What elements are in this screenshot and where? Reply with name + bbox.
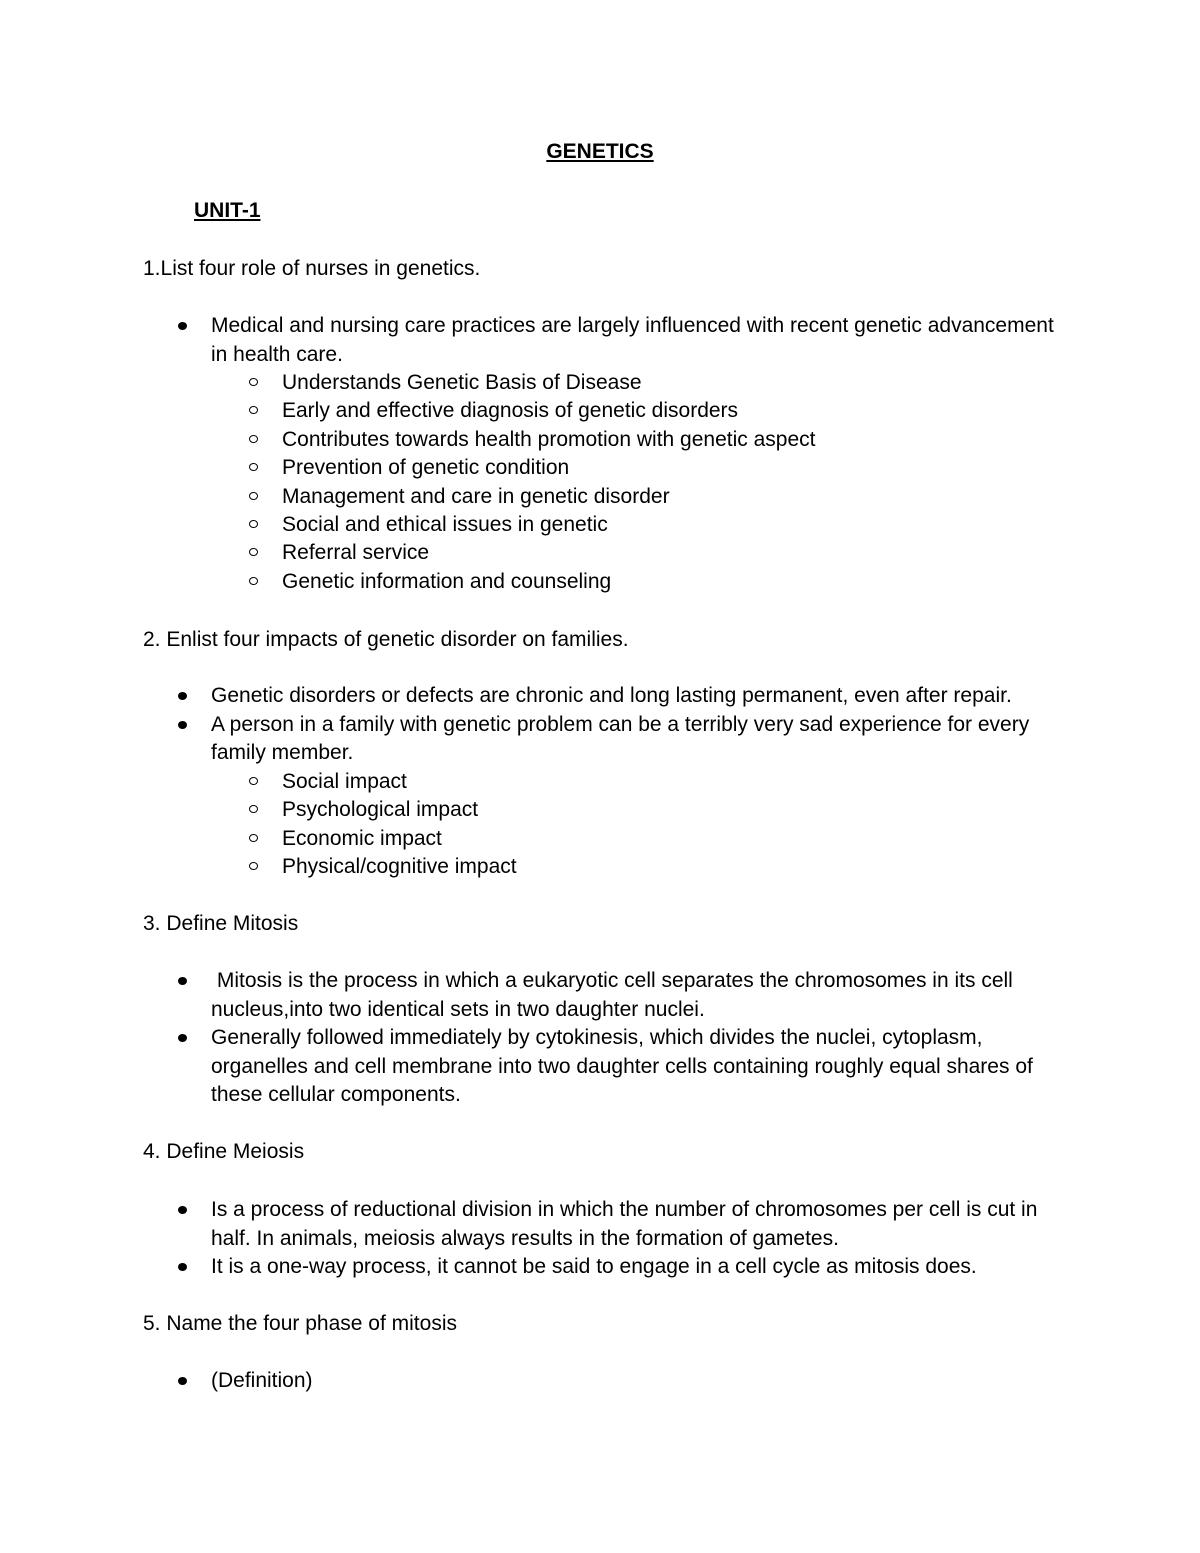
sub-list-item: [282, 768, 1082, 796]
list-item: [211, 967, 1081, 1024]
q4-bullet-list: [211, 1196, 1081, 1282]
question-4: 4. Define Meiosis: [143, 1140, 305, 1163]
sub-list-item: [282, 539, 1082, 567]
hollow-bullet-icon: [249, 862, 258, 870]
sub-item-text: Physical/cognitive impact: [282, 855, 517, 879]
hollow-bullet-icon: [249, 777, 258, 785]
question-5: 5. Name the four phase of mitosis: [143, 1312, 457, 1335]
question-3: 3. Define Mitosis: [143, 912, 299, 935]
q2-bullet-list: [211, 682, 1071, 768]
unit-heading: UNIT-1: [194, 199, 261, 222]
bullet-text: A person in a family with genetic problem can be a terribly very sad experience for every family member.: [211, 712, 1030, 764]
sub-item-text: Management and care in genetic disorder: [282, 484, 670, 508]
sub-item-text: Prevention of genetic condition: [282, 456, 570, 480]
question-1: 1.List four role of nurses in genetics.: [143, 257, 481, 280]
bullet-icon: [178, 1034, 187, 1042]
sub-list-item: [282, 853, 1082, 881]
sub-list-item: [282, 483, 1082, 511]
bullet-icon: [178, 692, 187, 700]
list-item: [211, 312, 1071, 369]
list-item: [211, 1253, 1081, 1282]
hollow-bullet-icon: [249, 378, 258, 386]
sub-item-text: Understands Genetic Basis of Disease: [282, 371, 642, 394]
list-item: [211, 1367, 1071, 1396]
list-item: [211, 1196, 1081, 1253]
hollow-bullet-icon: [249, 805, 258, 813]
document-title: GENETICS: [546, 140, 654, 163]
sub-item-text: Early and effective diagnosis of genetic disorders: [282, 399, 739, 423]
sub-list-item: [282, 454, 1082, 482]
hollow-bullet-icon: [249, 577, 258, 585]
hollow-bullet-icon: [249, 834, 258, 842]
list-item: [211, 711, 1071, 768]
sub-list-item: [282, 568, 1082, 596]
bullet-text: Genetic disorders or defects are chronic and long lasting permanent, even after repair.: [211, 684, 1012, 707]
question-2: 2. Enlist four impacts of genetic disorder on families.: [143, 628, 629, 651]
sub-item-text: Genetic information and counseling: [282, 569, 612, 593]
bullet-text: (Definition): [211, 1369, 313, 1392]
bullet-text: It is a one-way process, it cannot be said to engage in a cell cycle as mitosis does.: [211, 1255, 977, 1278]
sub-list-item: [282, 511, 1082, 539]
q3-bullet-list: [211, 967, 1081, 1110]
bullet-icon: [178, 1206, 187, 1214]
bullet-text: Generally followed immediately by cytokinesis, which divides the nuclei, cytoplasm, organelles and cell membrane into two daughter cells containing roughly equal shares of these cellular components.: [211, 1026, 1033, 1106]
sub-item-text: Social and ethical issues in genetic: [282, 513, 608, 537]
bullet-text: Medical and nursing care practices are largely influenced with recent genetic advancement in health care.: [211, 314, 1054, 366]
hollow-bullet-icon: [249, 463, 258, 471]
sub-item-text: Contributes towards health promotion with genetic aspect: [282, 427, 816, 451]
sub-item-text: Referral service: [282, 541, 430, 565]
bullet-icon: [178, 322, 187, 330]
bullet-icon: [178, 977, 187, 985]
sub-list-item: [282, 796, 1082, 824]
hollow-bullet-icon: [249, 435, 258, 443]
q1-sub-list: [282, 369, 1082, 596]
hollow-bullet-icon: [249, 406, 258, 414]
hollow-bullet-icon: [249, 520, 258, 528]
sub-item-text: Social impact: [282, 770, 407, 793]
bullet-text: Mitosis is the process in which a eukaryotic cell separates the chromosomes in its cell nucleus,into two identical sets in two daughter nuclei.: [211, 969, 1019, 1021]
sub-list-item: [282, 369, 1082, 397]
hollow-bullet-icon: [249, 548, 258, 556]
sub-list-item: [282, 426, 1082, 454]
bullet-icon: [178, 1263, 187, 1271]
sub-item-text: Psychological impact: [282, 798, 479, 822]
sub-list-item: [282, 397, 1082, 425]
bullet-icon: [178, 721, 187, 729]
bullet-icon: [178, 1377, 187, 1385]
q5-bullet-list: [211, 1367, 1071, 1396]
bullet-text: Is a process of reductional division in which the number of chromosomes per cell is cut in half. In animals, meiosis always results in the formation of gametes.: [211, 1198, 1038, 1250]
list-item: [211, 682, 1071, 711]
list-item: [211, 1024, 1081, 1110]
sub-list-item: [282, 825, 1082, 853]
q1-bullet-list: [211, 312, 1071, 369]
q2-sub-list: [282, 768, 1082, 882]
sub-item-text: Economic impact: [282, 826, 442, 850]
hollow-bullet-icon: [249, 492, 258, 500]
